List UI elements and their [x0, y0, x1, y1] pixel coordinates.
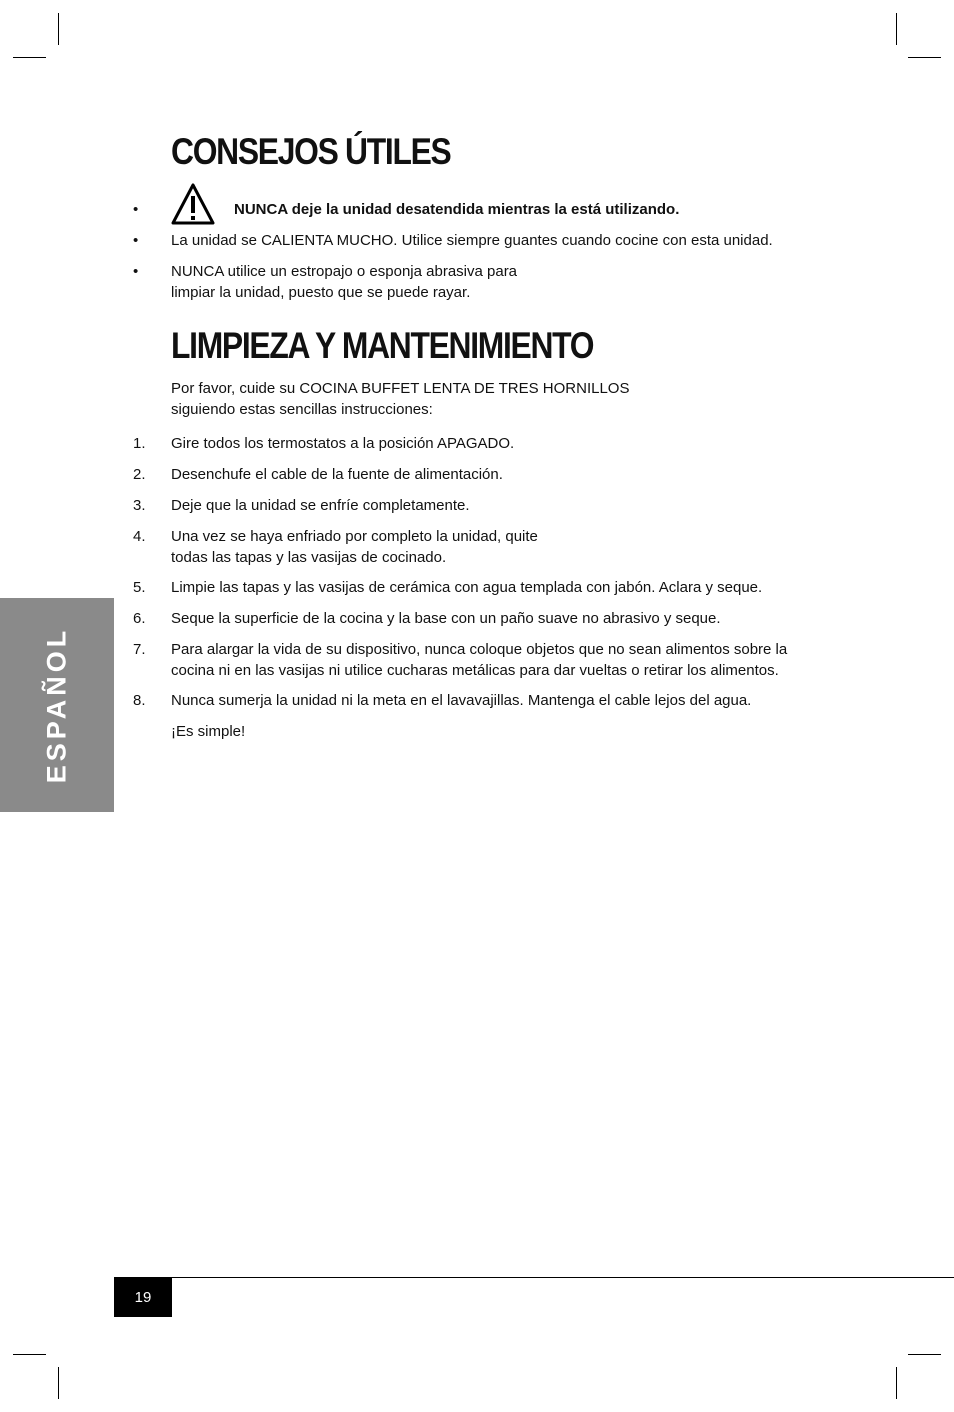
language-side-tab [0, 598, 114, 812]
crop-mark [896, 13, 897, 45]
page-number: 19 [114, 1278, 172, 1317]
section-title-cleaning: LIMPIEZA Y MANTENIMIENTO [171, 325, 594, 366]
step-number: 2. [133, 466, 146, 483]
intro-text: Por favor, cuide su COCINA BUFFET LENTA DE TRES HORNILLOS siguiendo estas sencillas instrucciones: [171, 380, 630, 418]
crop-mark [58, 13, 59, 45]
closing-text: ¡Es simple! [171, 723, 246, 740]
list-item-text: La unidad se CALIENTA MUCHO. Utilice siempre guantes cuando cocine con esta unidad. [171, 232, 773, 249]
step-number: 1. [133, 435, 146, 452]
footer-rule [114, 1277, 954, 1278]
bullet: • [133, 263, 139, 280]
step-text: Desenchufe el cable de la fuente de alimentación. [171, 466, 503, 483]
crop-mark [908, 57, 941, 58]
step-text: Seque la superficie de la cocina y la base con un paño suave no abrasivo y seque. [171, 610, 721, 627]
step-number: 8. [133, 692, 146, 709]
warning-text: NUNCA deje la unidad desatendida mientras la está utilizando. [234, 201, 680, 218]
step-number: 7. [133, 641, 146, 658]
crop-mark [896, 1367, 897, 1399]
step-text: Limpie las tapas y las vasijas de cerámica con agua templada con jabón. Aclara y seque. [171, 579, 763, 596]
crop-mark [58, 1367, 59, 1399]
step-text: Nunca sumerja la unidad ni la meta en el lavavajillas. Mantenga el cable lejos del agua. [171, 692, 752, 709]
step-number: 4. [133, 528, 146, 545]
step-text: Deje que la unidad se enfríe completamente. [171, 497, 470, 514]
language-label: ESPAÑOL [41, 626, 72, 784]
step-number: 6. [133, 610, 146, 627]
step-text: Una vez se haya enfriado por completo la unidad, quite todas las tapas y las vasijas de cocinado. [171, 528, 538, 566]
crop-mark [13, 1354, 46, 1355]
bullet: • [133, 232, 139, 249]
crop-mark [13, 57, 46, 58]
list-item-text: NUNCA utilice un estropajo o esponja abrasiva para limpiar la unidad, puesto que se puede rayar. [171, 263, 518, 301]
section-title-tips: CONSEJOS ÚTILES [171, 131, 451, 172]
warning-triangle-icon [171, 182, 215, 226]
step-text: Para alargar la vida de su dispositivo, nunca coloque objetos que no sean alimentos sobre la cocina ni en las vasijas ni utilice cucharas metálicas para dar vueltas o retirar los alimentos. [171, 641, 788, 679]
step-text: Gire todos los termostatos a la posición APAGADO. [171, 435, 515, 452]
bullet: • [133, 201, 139, 218]
crop-mark [908, 1354, 941, 1355]
step-number: 5. [133, 579, 146, 596]
step-number: 3. [133, 497, 146, 514]
